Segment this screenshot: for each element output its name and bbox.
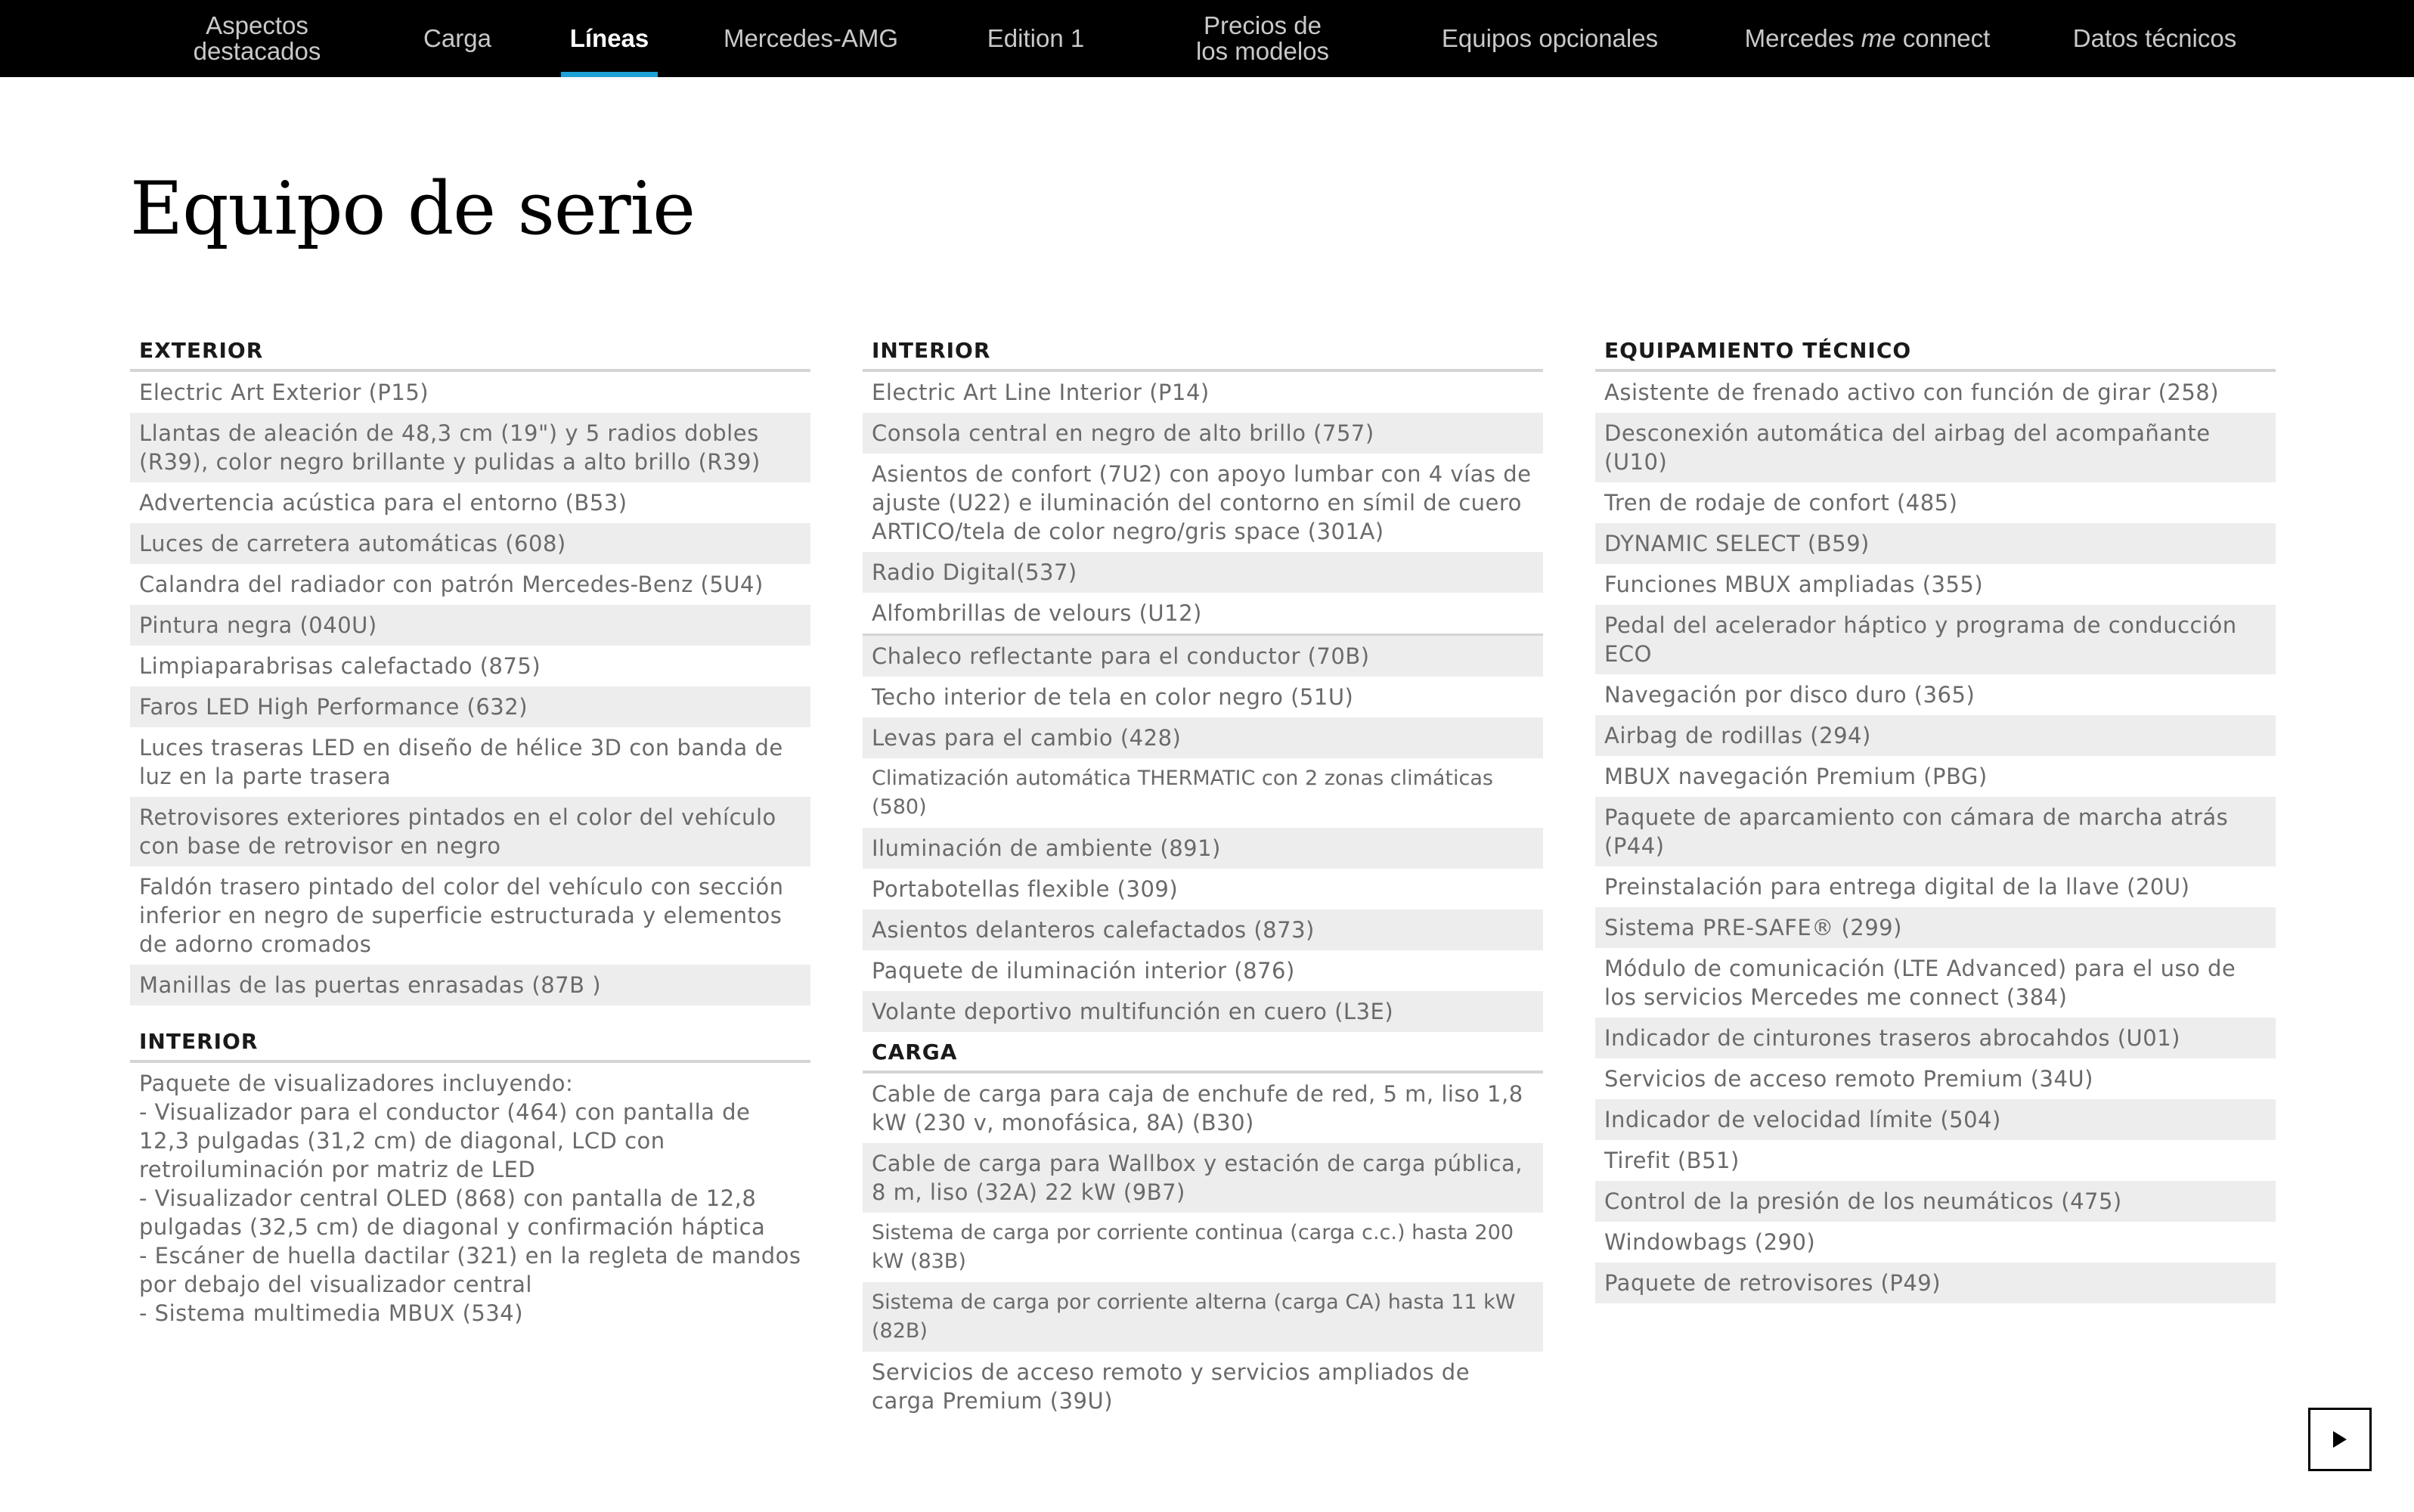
nav-label: Edition 1 [987, 24, 1085, 52]
item-list [863, 372, 1543, 1032]
nav-item-carga[interactable] [401, 0, 514, 77]
item-list [1595, 372, 2276, 1303]
list-item: Paquete de visualizadores incluyendo: [130, 1063, 810, 1098]
list-item: Tren de rodaje de confort (485) [1595, 482, 2276, 523]
list-item: Windowbags (290) [1595, 1222, 2276, 1263]
list-item: Servicios de acceso remoto y servicios ampliados de carga Premium (39U) [863, 1352, 1543, 1421]
list-item: Electric Art Line Interior (P14) [863, 372, 1543, 413]
list-item: Pintura negra (040U) [130, 605, 810, 646]
list-item: Sistema de carga por corriente alterna (carga CA) hasta 11 kW (82B) [863, 1282, 1543, 1352]
list-item: Cable de carga para caja de enchufe de red, 5 m, liso 1,8 kW (230 v, monofásica, 8A) (B30) [863, 1074, 1543, 1143]
nav-item-precios-modelos[interactable] [1164, 0, 1361, 77]
list-item: Navegación por disco duro (365) [1595, 674, 2276, 715]
nav-item-edition-1[interactable] [968, 0, 1104, 77]
nav-label: Mercedes-AMG [723, 24, 899, 52]
item-list [130, 1063, 810, 1328]
section-title: EXTERIOR [130, 337, 810, 372]
page-title: Equipo de serie [130, 166, 696, 251]
list-item: Consola central en negro de alto brillo (757) [863, 413, 1543, 454]
list-item: Portabotellas flexible (309) [863, 869, 1543, 909]
list-item: Retrovisores exteriores pintados en el color del vehículo con base de retrovisor en negro [130, 797, 810, 866]
nav-item-datos-tecnicos[interactable] [2049, 0, 2261, 77]
nav-label: Líneas [569, 24, 649, 52]
list-item: Volante deportivo multifunción en cuero (L3E) [863, 991, 1543, 1032]
top-navigation [0, 0, 2414, 77]
section-title: INTERIOR [863, 337, 1543, 372]
nav-label-post: connect [1895, 24, 1991, 52]
nav-label-pre: Mercedes [1744, 24, 1861, 52]
section-exterior [130, 337, 810, 1005]
list-item: Limpiaparabrisas calefactado (875) [130, 646, 810, 686]
list-item: Control de la presión de los neumáticos (475) [1595, 1181, 2276, 1222]
item-list [863, 1074, 1543, 1421]
play-triangle-icon [2330, 1430, 2350, 1449]
list-item: - Visualizador para el conductor (464) con pantalla de 12,3 pulgadas (31,2 cm) de diagonal, LCD con retroiluminación por matriz de LED [130, 1098, 810, 1184]
list-item: - Sistema multimedia MBUX (534) [130, 1299, 810, 1328]
list-item: Calandra del radiador con patrón Mercedes-Benz (5U4) [130, 564, 810, 605]
list-item: Faros LED High Performance (632) [130, 686, 810, 727]
list-item: Asistente de frenado activo con función de girar (258) [1595, 372, 2276, 413]
section-interior [863, 337, 1543, 1032]
list-item: Sistema PRE-SAFE® (299) [1595, 907, 2276, 948]
list-item: Servicios de acceso remoto Premium (34U) [1595, 1058, 2276, 1099]
nav-label: Precios de los modelos [1195, 11, 1330, 65]
active-tab-underline [561, 72, 658, 77]
list-item: Tirefit (B51) [1595, 1140, 2276, 1181]
list-item: Funciones MBUX ampliadas (355) [1595, 564, 2276, 605]
nav-label: Equipos opcionales [1441, 24, 1659, 52]
list-item: Módulo de comunicación (LTE Advanced) para el uso de los servicios Mercedes me connect (384) [1595, 948, 2276, 1018]
list-item: Radio Digital(537) [863, 552, 1543, 593]
nav-label-em: me [1861, 24, 1896, 52]
nav-item-mercedes-me-connect[interactable] [1724, 0, 2011, 77]
list-item: Climatización automática THERMATIC con 2 zonas climáticas (580) [863, 758, 1543, 828]
nav-label: Datos técnicos [2072, 24, 2237, 52]
section-title: INTERIOR [130, 1028, 810, 1063]
nav-item-lineas[interactable] [561, 0, 658, 77]
section-equipamiento-tecnico [1595, 337, 2276, 1303]
list-item: Chaleco reflectante para el conductor (70B) [863, 636, 1543, 677]
list-item: Asientos delanteros calefactados (873) [863, 909, 1543, 950]
list-item: Preinstalación para entrega digital de la llave (20U) [1595, 866, 2276, 907]
list-item: DYNAMIC SELECT (B59) [1595, 523, 2276, 564]
list-item: Llantas de aleación de 48,3 cm (19") y 5 radios dobles (R39), color negro brillante y pulidas a alto brillo (R39) [130, 413, 810, 482]
nav-item-mercedes-amg[interactable] [703, 0, 919, 77]
list-item: Faldón trasero pintado del color del vehículo con sección inferior en negro de superficie estructurada y elementos de adorno cromados [130, 866, 810, 965]
section-title: CARGA [863, 1039, 1543, 1074]
list-item: Alfombrillas de velours (U12) [863, 593, 1543, 636]
list-item: Iluminación de ambiente (891) [863, 828, 1543, 869]
nav-label: Carga [423, 24, 491, 52]
item-list [130, 372, 810, 1005]
section-carga [863, 1039, 1543, 1421]
next-page-button[interactable] [2308, 1408, 2372, 1471]
section-title: EQUIPAMIENTO TÉCNICO [1595, 337, 2276, 372]
list-item: Indicador de velocidad límite (504) [1595, 1099, 2276, 1140]
list-item: Electric Art Exterior (P15) [130, 372, 810, 413]
list-item: Paquete de retrovisores (P49) [1595, 1263, 2276, 1303]
list-item: Manillas de las puertas enrasadas (87B ) [130, 965, 810, 1005]
list-item: Paquete de aparcamiento con cámara de marcha atrás (P44) [1595, 797, 2276, 866]
list-item: Airbag de rodillas (294) [1595, 715, 2276, 756]
section-interior-displays [130, 1028, 810, 1328]
list-item: Asientos de confort (7U2) con apoyo lumbar con 4 vías de ajuste (U22) e iluminación del contorno en símil de cuero ARTICO/tela de color negro/gris space (301A) [863, 454, 1543, 552]
nav-item-aspectos-destacados[interactable] [159, 0, 355, 77]
list-item: MBUX navegación Premium (PBG) [1595, 756, 2276, 797]
list-item: Cable de carga para Wallbox y estación de carga pública, 8 m, liso (32A) 22 kW (9B7) [863, 1143, 1543, 1213]
list-item: Luces de carretera automáticas (608) [130, 523, 810, 564]
list-item: Advertencia acústica para el entorno (B53) [130, 482, 810, 523]
list-item: Sistema de carga por corriente continua (carga c.c.) hasta 200 kW (83B) [863, 1213, 1543, 1282]
list-item: Pedal del acelerador háptico y programa de conducción ECO [1595, 605, 2276, 674]
list-item: Desconexión automática del airbag del acompañante (U10) [1595, 413, 2276, 482]
list-item: Techo interior de tela en color negro (51U) [863, 677, 1543, 717]
nav-label: Aspectos destacados [193, 11, 321, 65]
list-item: Paquete de iluminación interior (876) [863, 950, 1543, 991]
list-item: - Escáner de huella dactilar (321) en la regleta de mandos por debajo del visualizador central [130, 1241, 810, 1299]
list-item: Luces traseras LED en diseño de hélice 3D con banda de luz en la parte trasera [130, 727, 810, 797]
list-item: Levas para el cambio (428) [863, 717, 1543, 758]
list-item: - Visualizador central OLED (868) con pantalla de 12,8 pulgadas (32,5 cm) de diagonal y confirmación háptica [130, 1184, 810, 1241]
list-item: Indicador de cinturones traseros abrocahdos (U01) [1595, 1018, 2276, 1058]
nav-item-equipos-opcionales[interactable] [1421, 0, 1678, 77]
